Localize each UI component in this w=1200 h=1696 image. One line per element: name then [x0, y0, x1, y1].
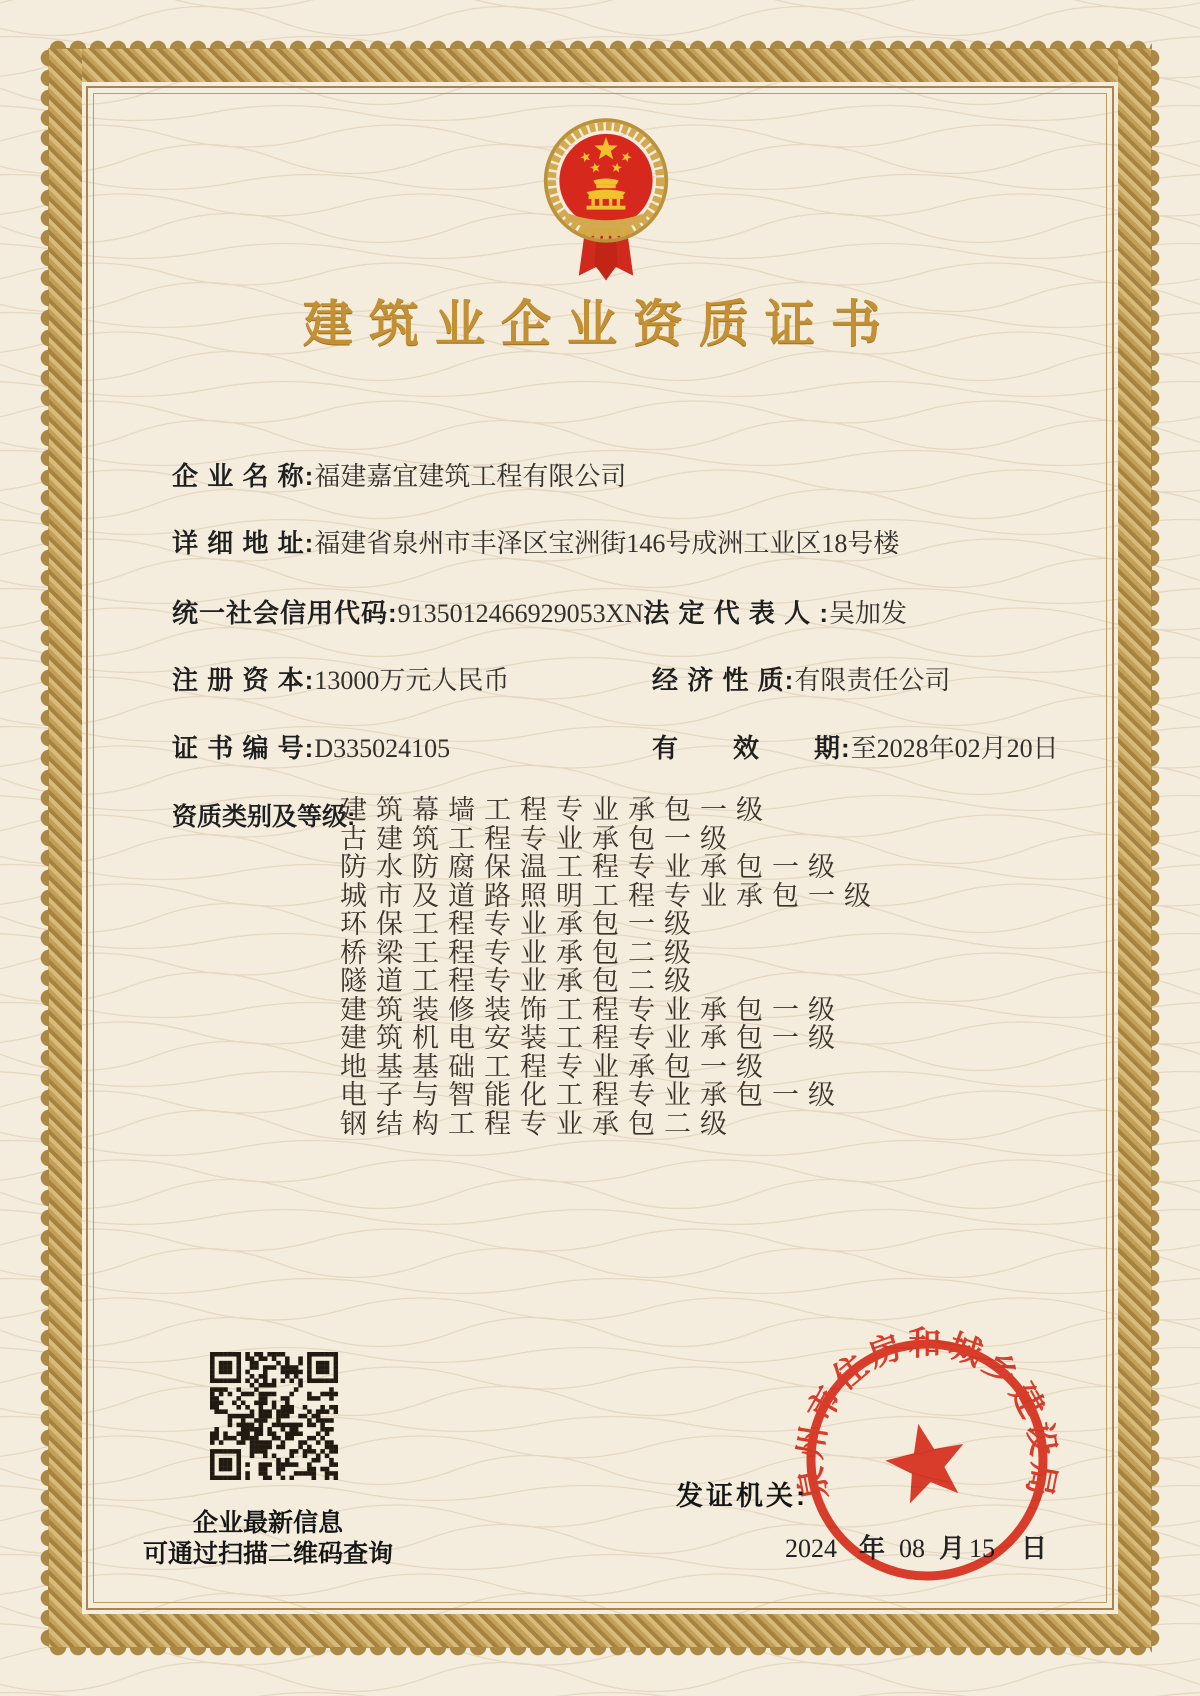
- border-scallop-top: [48, 39, 1152, 49]
- qualification-item: 建筑幕墙工程专业承包一级: [340, 795, 772, 825]
- field-row-address: [172, 527, 899, 560]
- date-day: 15: [969, 1534, 996, 1563]
- date-month: 08: [899, 1534, 926, 1563]
- qualification-item: 建筑装修装饰工程专业承包一级: [340, 994, 844, 1025]
- qualification-item: 隧道工程专业承包二级: [340, 966, 700, 996]
- field-label: 企 业 名 称:: [172, 461, 315, 491]
- field-label: 注 册 资 本:: [172, 665, 315, 695]
- official-seal: [792, 1325, 1062, 1595]
- field-label: 法 定 代 表 人 :: [643, 598, 830, 628]
- date-year-unit: 年: [859, 1533, 886, 1563]
- field-row-certificate-no-validity: [172, 732, 1059, 765]
- date-month-unit: 月: [939, 1533, 966, 1563]
- field-value: 福建省泉州市丰泽区宝洲街146号成洲工业区18号楼: [314, 529, 900, 558]
- qr-note-line2: 可通过扫描二维码查询: [142, 1540, 393, 1568]
- date-day-unit: 日: [1021, 1533, 1048, 1563]
- date-year: 2024: [785, 1534, 837, 1563]
- qualification-item: 桥梁工程专业承包二级: [340, 937, 700, 968]
- field-row-credit-code-legal-rep: [172, 597, 907, 630]
- field-value: 福建嘉宜建筑工程有限公司: [314, 462, 627, 491]
- qr-note-line1: 企业最新信息: [192, 1509, 343, 1537]
- qualification-item: 防水防腐保温工程专业承包一级: [340, 852, 844, 882]
- certificate-title: 建筑业企业资质证书: [303, 296, 897, 352]
- seal-text: 泉州市住房和城乡建设局: [792, 1326, 1062, 1503]
- field-value: 9135012466929053XN: [397, 599, 644, 628]
- qualification-item: 钢结构工程专业承包二级: [340, 1108, 736, 1139]
- field-label: 证 书 编 号:: [172, 733, 315, 763]
- china-national-emblem-icon: [538, 110, 674, 282]
- field-pair-validity: [652, 732, 1059, 765]
- qualification-list: [340, 796, 880, 1138]
- field-label: 详 细 地 址:: [172, 528, 315, 558]
- field-value: 有限责任公司: [794, 666, 951, 695]
- field-label: 有 效 期:: [652, 733, 851, 763]
- field-row-company-name: [172, 460, 626, 493]
- field-value: 至2028年02月20日: [850, 734, 1059, 763]
- border-scallop-bottom: [48, 1647, 1152, 1657]
- ornate-border-top: [48, 48, 1152, 82]
- qr-code-icon: [210, 1352, 338, 1480]
- qualification-item: 建筑机电安装工程专业承包一级: [340, 1023, 844, 1053]
- ornate-border-bottom: [48, 1614, 1152, 1648]
- qualification-item: 电子与智能化工程专业承包一级: [340, 1080, 844, 1110]
- qualification-item: 古建筑工程专业承包一级: [340, 823, 736, 854]
- qualification-item: 地基基础工程专业承包一级: [340, 1051, 772, 1082]
- seal-star-icon: [879, 1416, 973, 1507]
- issuer-label: 发证机关:: [676, 1481, 808, 1511]
- field-value: 吴加发: [829, 599, 908, 628]
- field-value: 13000万元人民币: [314, 666, 510, 695]
- qr-note: [118, 1508, 418, 1570]
- qualification-item: 环保工程专业承包一级: [340, 909, 700, 939]
- field-value: D335024105: [314, 734, 451, 763]
- field-row-capital-economic-type: [172, 664, 951, 697]
- qualification-label: 资质类别及等级:: [172, 803, 356, 831]
- field-label: 经 济 性 质:: [652, 665, 795, 695]
- qualification-item: 城市及道路照明工程专业承包一级: [340, 880, 880, 911]
- field-pair-economic-type: [652, 664, 950, 697]
- field-label: 统一社会信用代码:: [172, 598, 398, 628]
